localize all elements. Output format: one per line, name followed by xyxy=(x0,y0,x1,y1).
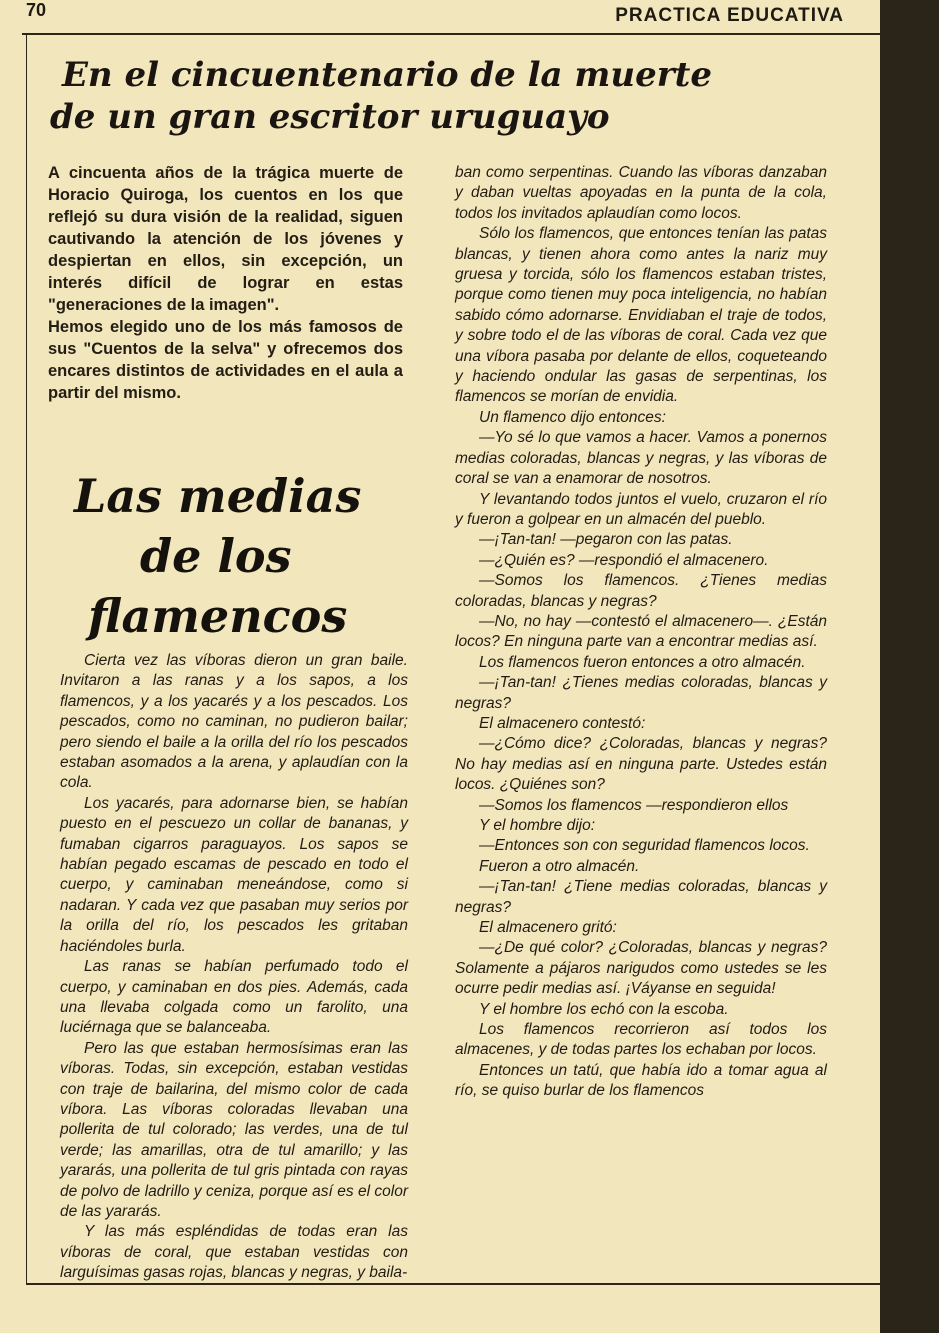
page-number: 70 xyxy=(26,0,47,20)
story-paragraph: —¿De qué color? ¿Coloradas, blancas y negras? Solamente a pájaros narigudos como ustedes se les ocurre pedir medias así. ¡Váyanse en seguida! xyxy=(455,939,827,998)
article-intro xyxy=(48,162,403,404)
story-paragraph: —¡Tan-tan! —pegaron con las patas. xyxy=(479,531,733,549)
story-paragraph: —Somos los flamencos —respondieron ellos xyxy=(479,796,789,814)
section-title: PRACTICA EDUCATIVA xyxy=(615,5,844,26)
headline-line-1: En el cincuentenario de la muerte xyxy=(62,55,713,95)
story-paragraph: Los flamencos recorrieron así todos los almacenes, y de todas partes los echaban por locos. xyxy=(455,1021,827,1059)
story-paragraph: Fueron a otro almacén. xyxy=(479,857,640,875)
story-paragraph: Sólo los flamencos, que entonces tenían las patas blancas, y tienen ahora como antes la nariz muy gruesa y torcida, sólo los flamencos estaban tristes, porque como tienen muy poca inteligencia, no habían sabido cómo adornarse. Envidiaban el traje de todos, y sobre todo el de las víboras de coral. Cada vez que una víbora pasaba por delante de ellos, coqueteando y haciendo ondular las gasas de serpentinas, los flamencos se morían de envidia. xyxy=(455,225,827,406)
story-paragraph: Y las más espléndidas de todas eran las víboras de coral, que estaban vestidas con larguísimas gasas rojas, blancas y negras, y baila- xyxy=(60,1223,408,1282)
story-paragraph: —Yo sé lo que vamos a hacer. Vamos a ponernos medias coloradas, blancas y negras, y las víboras de coral se van a enamorar de nosotros. xyxy=(455,429,827,488)
story-paragraph: Un flamenco dijo entonces: xyxy=(479,408,666,426)
story-title-line-2: de los xyxy=(140,529,292,583)
story-title-line-3: flamencos xyxy=(88,589,348,643)
story-paragraph: ban como serpentinas. Cuando las víboras danzaban y daban vueltas apoyadas en la punta de la cola, todos los invitados aplaudían como locos. xyxy=(455,164,827,222)
intro-paragraph-1: A cincuenta años de la trágica muerte de Horacio Quiroga, los cuentos en los que reflejó su dura visión de la realidad, siguen cautivando la atención de los jóvenes y despiertan en ellos, sin excepción, un interés difícil de lograr en estas "generaciones de la imagen". xyxy=(48,164,403,314)
story-title-line-1: Las medias xyxy=(74,469,362,523)
story-title xyxy=(70,466,400,646)
story-column-left xyxy=(60,651,408,1284)
story-paragraph: —¿Cómo dice? ¿Coloradas, blancas y negras? No hay medias así en ninguna parte. Ustedes están locos. ¿Quiénes son? xyxy=(455,735,827,794)
story-paragraph: Y el hombre dijo: xyxy=(479,817,596,834)
story-paragraph: Entonces un tatú, que había ido a tomar agua al río, se quiso burlar de los flamencos xyxy=(455,1061,827,1100)
story-paragraph: El almacenero contestó: xyxy=(479,714,646,732)
story-paragraph: Los yacarés, para adornarse bien, se habían puesto en el pescuezo un collar de bananas, y fumaban cigarros paraguayos. Los sapos se habían pegado escamas de pescado en todo el cuerpo, y caminaban meneándose, como si nadaran. Y cada vez que pasaban muy serios por la orilla del río, los pescados les gritaban haciéndoles burla. xyxy=(60,794,408,955)
story-paragraph: El almacenero gritó: xyxy=(479,919,617,937)
story-paragraph: —¡Tan-tan! ¿Tiene medias coloradas, blancas y negras? xyxy=(455,878,827,916)
article-headline xyxy=(50,54,850,138)
story-paragraph: Y levantando todos juntos el vuelo, cruzaron el río y fueron a golpear en un almacén del pueblo. xyxy=(455,490,827,528)
story-paragraph: Las ranas se habían perfumado todo el cuerpo, y caminaban en dos pies. Además, cada una llevaba colgada como un farolito, una luciérnaga que se balanceaba. xyxy=(60,958,408,1037)
story-paragraph: Pero las que estaban hermosísimas eran las víboras. Todas, sin excepción, estaban vestidas con traje de bailarina, del mismo color de cada víbora. Las víboras coloradas llevaban una pollerita de tul colorado; las verdes, una de tul verde; las amarillas, otra de tul amarillo; y las yararás, una pollerita de tul gris pintada con rayas de polvo de ladrillo y ceniza, porque así es el color de las yararás. xyxy=(60,1039,408,1220)
story-paragraph: Cierta vez las víboras dieron un gran baile. Invitaron a las ranas y a los sapos, a los flamencos, y a los yacarés y a los pescados. Los pescados, como no caminan, no pudieron bailar; pero siendo el baile a la orilla del río los pescados estaban asomados a la arena, y aplaudían con la cola. xyxy=(60,652,408,792)
story-paragraph: Y el hombre los echó con la escoba. xyxy=(479,1000,729,1018)
story-column-right xyxy=(455,163,827,1102)
story-paragraph: —¡Tan-tan! ¿Tienes medias coloradas, blancas y negras? xyxy=(455,674,827,712)
story-paragraph: —¿Quién es? —respondió el almacenero. xyxy=(479,551,769,569)
story-paragraph: —No, no hay —contestó el almacenero—. ¿Están locos? En ninguna parte van a encontrar medias así. xyxy=(455,612,827,651)
headline-line-2: de un gran escritor uruguayo xyxy=(50,97,610,137)
story-paragraph: —Somos los flamencos. ¿Tienes medias coloradas, blancas y negras? xyxy=(455,572,827,610)
left-rule xyxy=(26,33,27,1283)
intro-paragraph-2: Hemos elegido uno de los más famosos de sus "Cuentos de la selva" y ofrecemos dos encares distintos de actividades en el aula a partir del mismo. xyxy=(48,318,403,402)
story-paragraph: Los flamencos fueron entonces a otro almacén. xyxy=(479,653,806,671)
story-paragraph: —Entonces son con seguridad flamencos locos. xyxy=(479,837,810,855)
top-rule xyxy=(22,33,880,35)
